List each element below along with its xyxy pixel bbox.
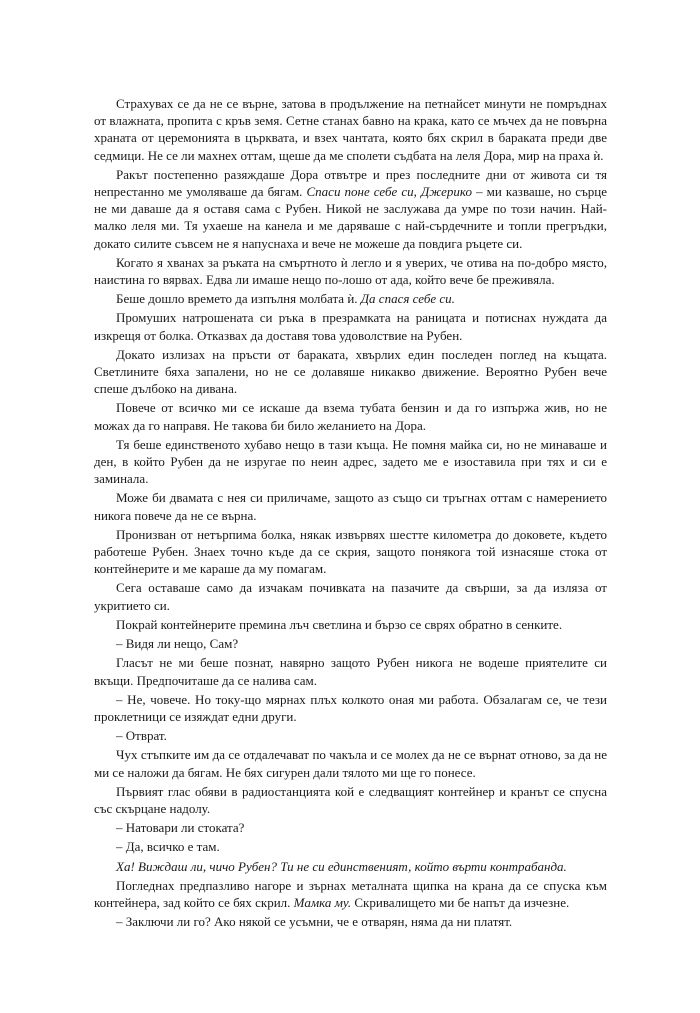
paragraph: [94, 290, 607, 307]
paragraph-text: Може би двамата с нея си приличаме, защото аз също си тръгнах оттам с намерението никога повече да не се върна.: [94, 490, 607, 523]
paragraph-text: – Заключи ли го? Ако някой се усъмни, че е отварян, няма да ни платят.: [116, 914, 513, 930]
paragraph: [94, 436, 607, 488]
paragraph: [94, 489, 607, 523]
paragraph: [94, 877, 607, 911]
paragraph: [94, 838, 607, 855]
paragraph: [94, 526, 607, 578]
paragraph: [94, 166, 607, 252]
paragraph-text: Промуших натрошената си ръка в презрамката на раницата и потиснах нуждата да изкрещя от болка. Отказвах да доставя това удоволствие на Рубен.: [94, 310, 607, 343]
paragraph: [94, 691, 607, 725]
paragraph-text: – Видя ли нещо, Сам?: [116, 636, 239, 652]
paragraph: [94, 399, 607, 433]
paragraph-text: Сега оставаше само да изчакам почивката на пазачите да свърши, за да изляза от укритието си.: [94, 580, 607, 613]
paragraph: [94, 635, 607, 652]
paragraph-text: – Не, човече. Но току-що мярнах плъх колкото оная ми работа. Обзалагам се, че тези проклетници се изяждат едни други.: [94, 691, 607, 724]
paragraph: [94, 913, 607, 930]
paragraph-text: Докато излизах на пръсти от бараката, хвърлих един последен поглед на къщата. Светлините бяха запалени, но не се долавяше никакво движение. Вероятно Рубен вече спеше дълбоко на дивана.: [94, 346, 607, 397]
paragraph-text: Гласът не ми беше познат, навярно защото Рубен никога не водеше приятелите си вкъщи. Предпочиташе да се налива сам.: [94, 655, 607, 688]
paragraph-text: Пронизван от нетърпима болка, някак извървях шестте километра до доковете, където работеше Рубен. Знаех точно къде да се скрия, защото понякога той изнасяше стока от контейнерите и ме караше да му помагам.: [94, 526, 607, 577]
paragraph-text: Погледнах предпазливо нагоре и зърнах металната щипка на крана да се спуска към контейнера, зад който се бях скрил.: [94, 877, 607, 910]
paragraph: [94, 858, 607, 875]
paragraph: [94, 727, 607, 744]
paragraph: [94, 254, 607, 288]
paragraph-text: Когато я хванах за ръката на смъртното ѝ легло и я уверих, че отива на по-добро място, наистина го вярвах. Едва ли имаше нещо по-лошо от ада, който вече бе преживяла.: [94, 254, 607, 288]
italic-text: Да спася себе си.: [360, 291, 455, 307]
body-text: [94, 95, 607, 932]
paragraph-text: Скривалището ми бе напът да изчезне.: [351, 894, 570, 910]
paragraph-text: Повече от всичко ми се искаше да взема тубата бензин и да го изпържа жив, но не можах да го направя. Не такова би било желанието на Дора.: [94, 400, 607, 433]
paragraph: [94, 746, 607, 780]
paragraph-text: Първият глас обяви в радиостанцията кой е следващият контейнер и кранът се спусна със скърцане надолу.: [94, 783, 607, 816]
paragraph: [94, 616, 607, 633]
paragraph: [94, 654, 607, 688]
paragraph: [94, 309, 607, 343]
paragraph: [94, 783, 607, 817]
paragraph-text: – ми казваше, но сърце не ми даваше да я оставя сама с Рубен. Никой не заслужава да умре по този начин. Най-малко леля ми. Тя ухаеше на канела и ме даряваше с най-сърдечните и топли прегръдки, докато силите съвсем не я напуснаха и вече не можеше да повдига ръцете си.: [94, 184, 608, 251]
paragraph-text: Чух стъпките им да се отдалечават по чакъла и се молех да не се върнат отново, за да не ми се наложи да бягам. Не бях сигурен дали тялото ми ще го понесе.: [94, 747, 607, 780]
paragraph-text: – Отврат.: [116, 728, 167, 744]
italic-text: Мамка му.: [293, 894, 352, 910]
paragraph-text: Тя беше единственото хубаво нещо в тази къща. Не помня майка си, но не минаваше и ден, в който Рубен да не изругае по неин адрес, задето ме е изоставила при тях и си е заминала.: [94, 436, 607, 487]
paragraph: [94, 579, 607, 613]
paragraph: [94, 95, 607, 164]
paragraph-text: – Да, всичко е там.: [116, 839, 220, 855]
paragraph-text: – Натовари ли стоката?: [116, 820, 245, 836]
paragraph-text: Беше дошло времето да изпълня молбата ѝ.: [116, 291, 361, 307]
paragraph: [94, 819, 607, 836]
paragraph-text: Ракът постепенно разяждаше Дора отвътре и през последните дни от живота си тя непрестанно ме умоляваше да бягам.: [94, 166, 607, 200]
paragraph: [94, 346, 607, 398]
italic-text: Ха! Виждаш ли, чичо Рубен? Ти не си единственият, който върти контрабанда.: [116, 858, 567, 874]
paragraph-text: Покрай контейнерите премина лъч светлина и бързо се сврях обратно в сенките.: [116, 616, 563, 632]
paragraph-text: Страхувах се да не се върне, затова в продължение на петнайсет минути не помръднах от влажната, пропита с кръв земя. Сетне станах бавно на крака, като се мъчех да не повърна храната от церемонията в църквата, и взех чантата, която бях скрил в бараката преди две седмици. Не се ли махнех оттам, щеше да ме сполети съдбата на леля Дора, мир на праха ѝ.: [94, 96, 607, 163]
italic-text: Спаси поне себе си, Джерико: [306, 184, 473, 200]
